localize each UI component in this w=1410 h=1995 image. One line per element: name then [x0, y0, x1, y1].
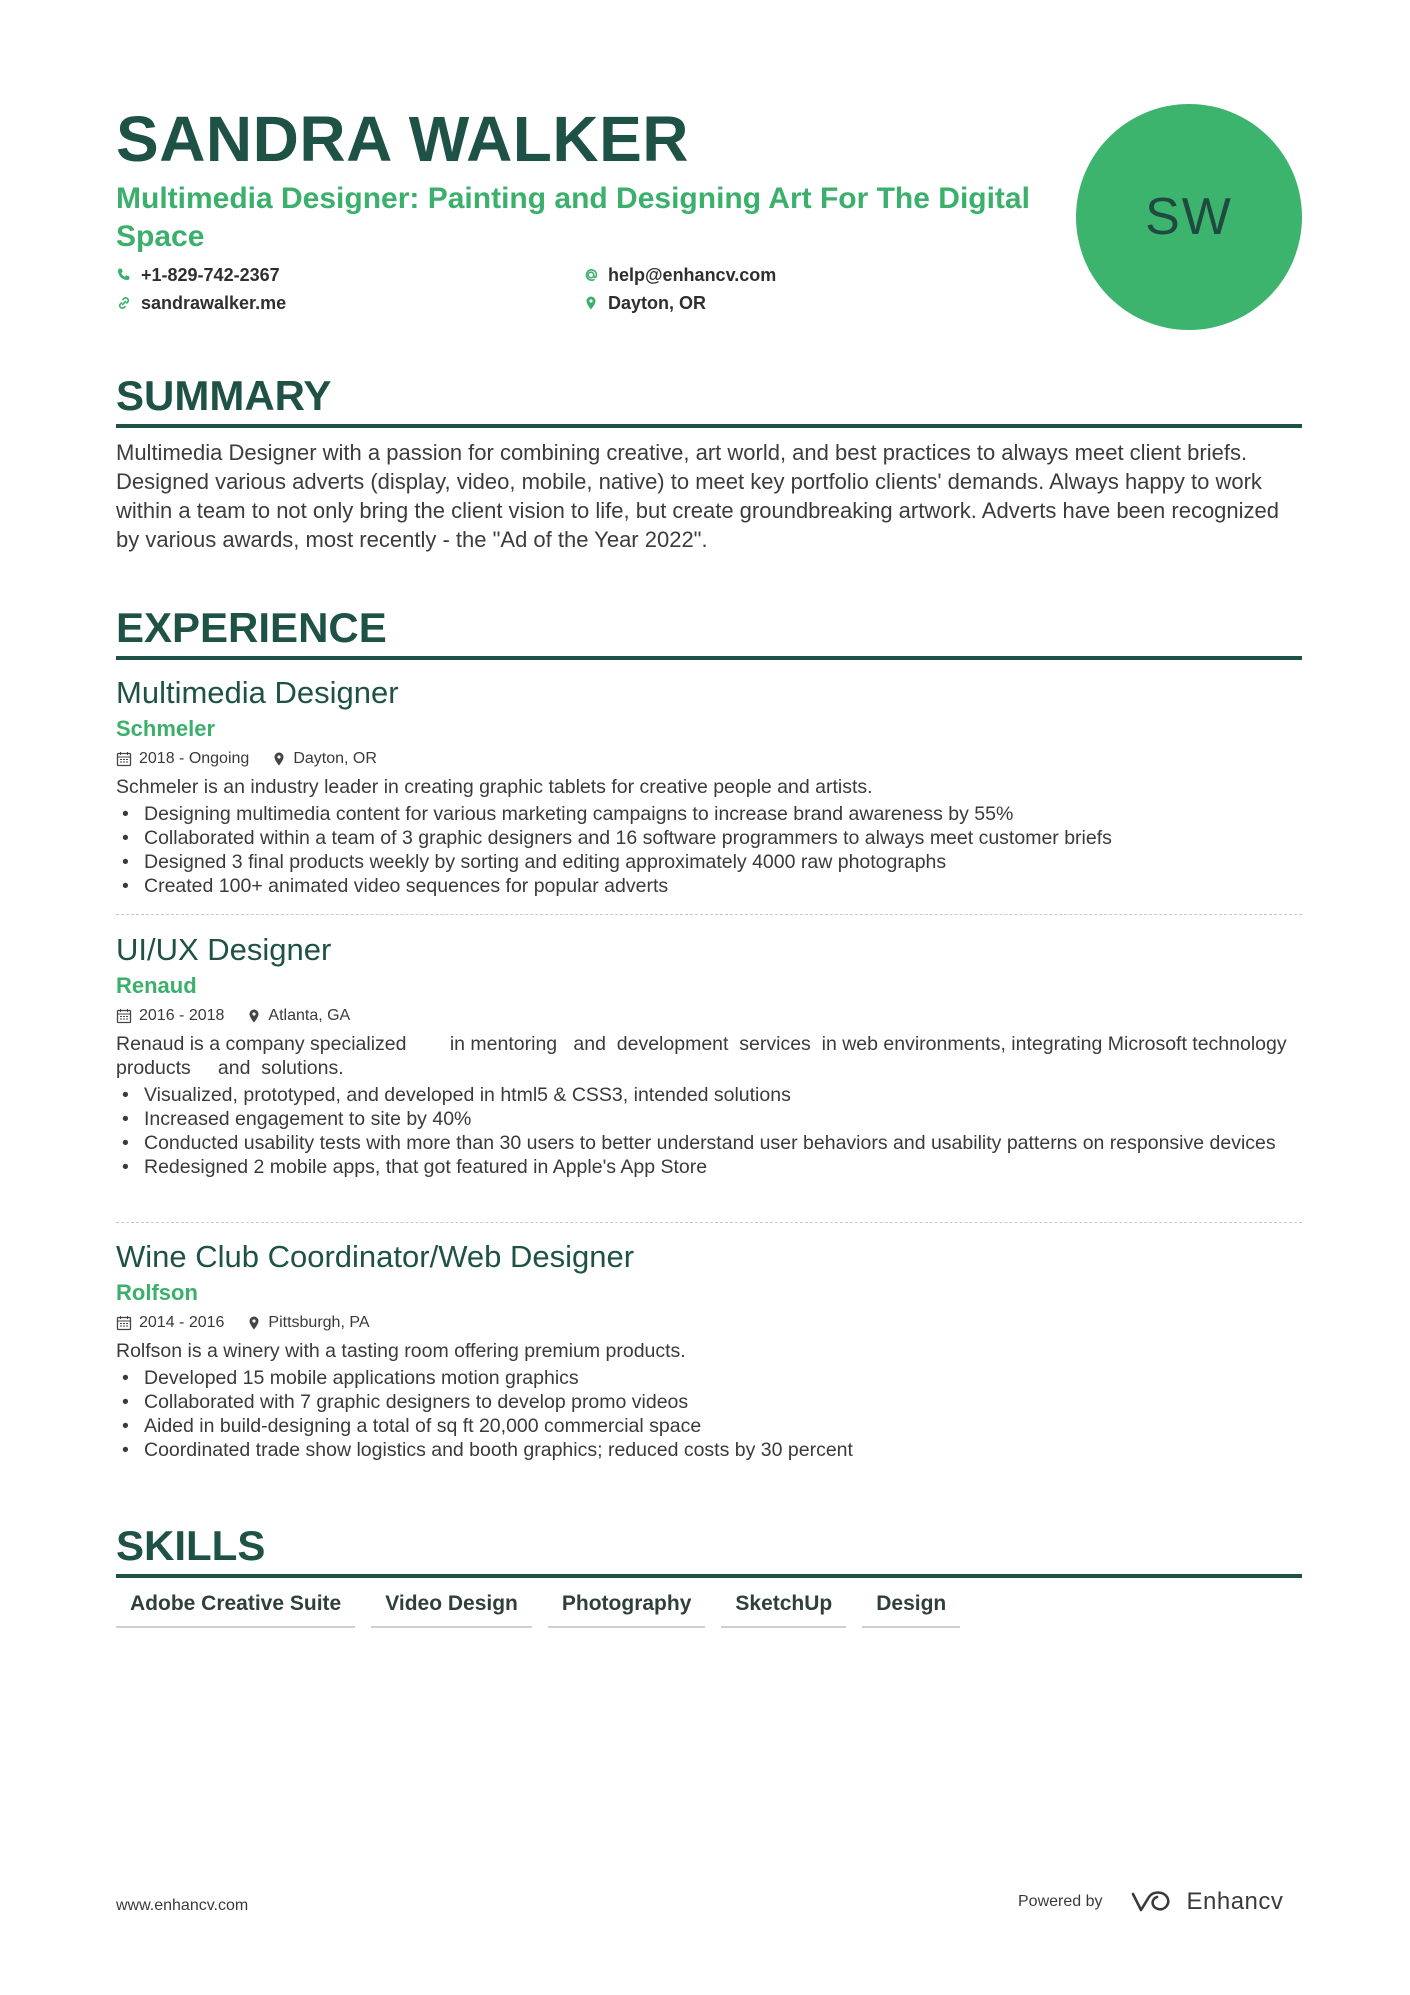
job-bullet: • Conducted usability tests with more than 30 users to better understand user behaviors and usability patterns on responsive devices	[116, 1131, 1306, 1155]
job-title: UI/UX Designer	[116, 932, 332, 967]
job-bullet: • Collaborated with 7 graphic designers to develop promo videos	[116, 1390, 1306, 1414]
job-description: Rolfson is a winery with a tasting room offering premium products.	[116, 1340, 686, 1362]
job-meta	[116, 1005, 1306, 1027]
job-dates: 2016 - 2018	[139, 1007, 225, 1024]
job-bullets	[116, 1366, 1306, 1462]
job-location-text: Dayton, OR	[293, 750, 377, 767]
contact-phone-text: +1-829-742-2367	[141, 264, 280, 285]
footer-branding	[1018, 1888, 1283, 1916]
job-bullets	[116, 1083, 1306, 1179]
summary-heading: SUMMARY	[116, 372, 1302, 428]
job-company: Schmeler	[116, 716, 216, 741]
experience-item	[116, 1237, 1306, 1462]
job-bullet: • Coordinated trade show logistics and booth graphics; reduced costs by 30 percent	[116, 1438, 1306, 1462]
contact-website[interactable]	[116, 292, 583, 314]
skill-tag: Design	[862, 1590, 960, 1628]
job-bullet: • Visualized, prototyped, and developed in html5 & CSS3, intended solutions	[116, 1083, 1306, 1107]
job-title: Wine Club Coordinator/Web Designer	[116, 1239, 635, 1274]
job-location	[246, 1314, 369, 1332]
contact-email[interactable]	[583, 264, 1043, 286]
contact-location	[583, 292, 1043, 314]
job-description: Schmeler is an industry leader in creating graphic tablets for creative people and artists.	[116, 776, 873, 798]
location-pin-icon	[583, 295, 599, 311]
job-company: Renaud	[116, 973, 197, 998]
candidate-headline: Multimedia Designer: Painting and Designing Art For The Digital Space	[116, 182, 1030, 253]
powered-by-label: Powered by	[1018, 1893, 1103, 1910]
experience-item	[116, 673, 1306, 898]
location-pin-icon	[246, 1315, 262, 1331]
skill-tag: Photography	[548, 1590, 706, 1628]
summary-text: Multimedia Designer with a passion for combining creative, art world, and best practices to always meet client briefs. Designed various adverts (display, video, mobile, native) to meet key portfolio clients' demands. Always happy to work within a team to not only bring the client vision to life, but create groundbreaking artwork. Adverts have been recognized by various awards, most recently - the "Ad of the Year 2022".	[116, 440, 1280, 552]
calendar-icon	[116, 1008, 132, 1024]
job-location	[271, 750, 377, 768]
candidate-name: SANDRA WALKER	[116, 103, 689, 175]
job-bullet: • Increased engagement to site by 40%	[116, 1107, 1306, 1131]
calendar-icon	[116, 751, 132, 767]
at-icon	[583, 267, 599, 283]
job-bullet: • Aided in build-designing a total of sq ft 20,000 commercial space	[116, 1414, 1306, 1438]
job-company: Rolfson	[116, 1280, 198, 1305]
job-bullet: • Redesigned 2 mobile apps, that got featured in Apple's App Store	[116, 1155, 1306, 1179]
job-title: Multimedia Designer	[116, 675, 399, 710]
avatar-initials: SW	[1145, 188, 1233, 246]
contact-phone[interactable]	[116, 264, 583, 286]
skill-tag: Video Design	[371, 1590, 532, 1628]
skill-tag: Adobe Creative Suite	[116, 1590, 355, 1628]
experience-divider	[116, 914, 1302, 915]
resume-header	[116, 100, 1036, 314]
skills-list	[116, 1590, 976, 1628]
job-bullet: • Designed 3 final products weekly by sorting and editing approximately 4000 raw photographs	[116, 850, 1306, 874]
experience-heading: EXPERIENCE	[116, 604, 1302, 660]
location-pin-icon	[246, 1008, 262, 1024]
footer-website[interactable]: www.enhancv.com	[116, 1897, 249, 1914]
job-bullet: • Developed 15 mobile applications motion graphics	[116, 1366, 1306, 1390]
job-meta	[116, 1312, 1306, 1334]
job-bullets	[116, 802, 1306, 898]
phone-icon	[116, 267, 132, 283]
experience-item	[116, 930, 1306, 1179]
skills-heading: SKILLS	[116, 1522, 1302, 1578]
contact-email-text: help@enhancv.com	[608, 264, 777, 285]
contact-list	[116, 264, 1036, 314]
job-dates: 2018 - Ongoing	[139, 750, 250, 767]
job-description: Renaud is a company specialized in mentoring and development services in web environments, integrating Microsoft technology products and solutions.	[116, 1033, 1293, 1079]
job-location-text: Pittsburgh, PA	[268, 1314, 370, 1331]
skill-tag: SketchUp	[721, 1590, 846, 1628]
job-bullet: • Created 100+ animated video sequences for popular adverts	[116, 874, 1306, 898]
job-bullet: • Designing multimedia content for various marketing campaigns to increase brand awareness by 55%	[116, 802, 1306, 826]
experience-divider	[116, 1222, 1302, 1223]
enhancv-logo-text: Enhancv	[1186, 1888, 1284, 1915]
avatar	[1076, 104, 1302, 330]
job-location-text: Atlanta, GA	[268, 1007, 351, 1024]
link-icon	[116, 295, 132, 311]
job-dates: 2014 - 2016	[139, 1314, 225, 1331]
job-meta	[116, 748, 1306, 770]
location-pin-icon	[271, 751, 287, 767]
enhancv-logo-icon	[1129, 1889, 1175, 1915]
calendar-icon	[116, 1315, 132, 1331]
contact-website-text: sandrawalker.me	[141, 292, 287, 313]
contact-location-text: Dayton, OR	[608, 292, 707, 313]
job-location	[246, 1007, 350, 1025]
job-bullet: • Collaborated within a team of 3 graphic designers and 16 software programmers to always meet customer briefs	[116, 826, 1306, 850]
